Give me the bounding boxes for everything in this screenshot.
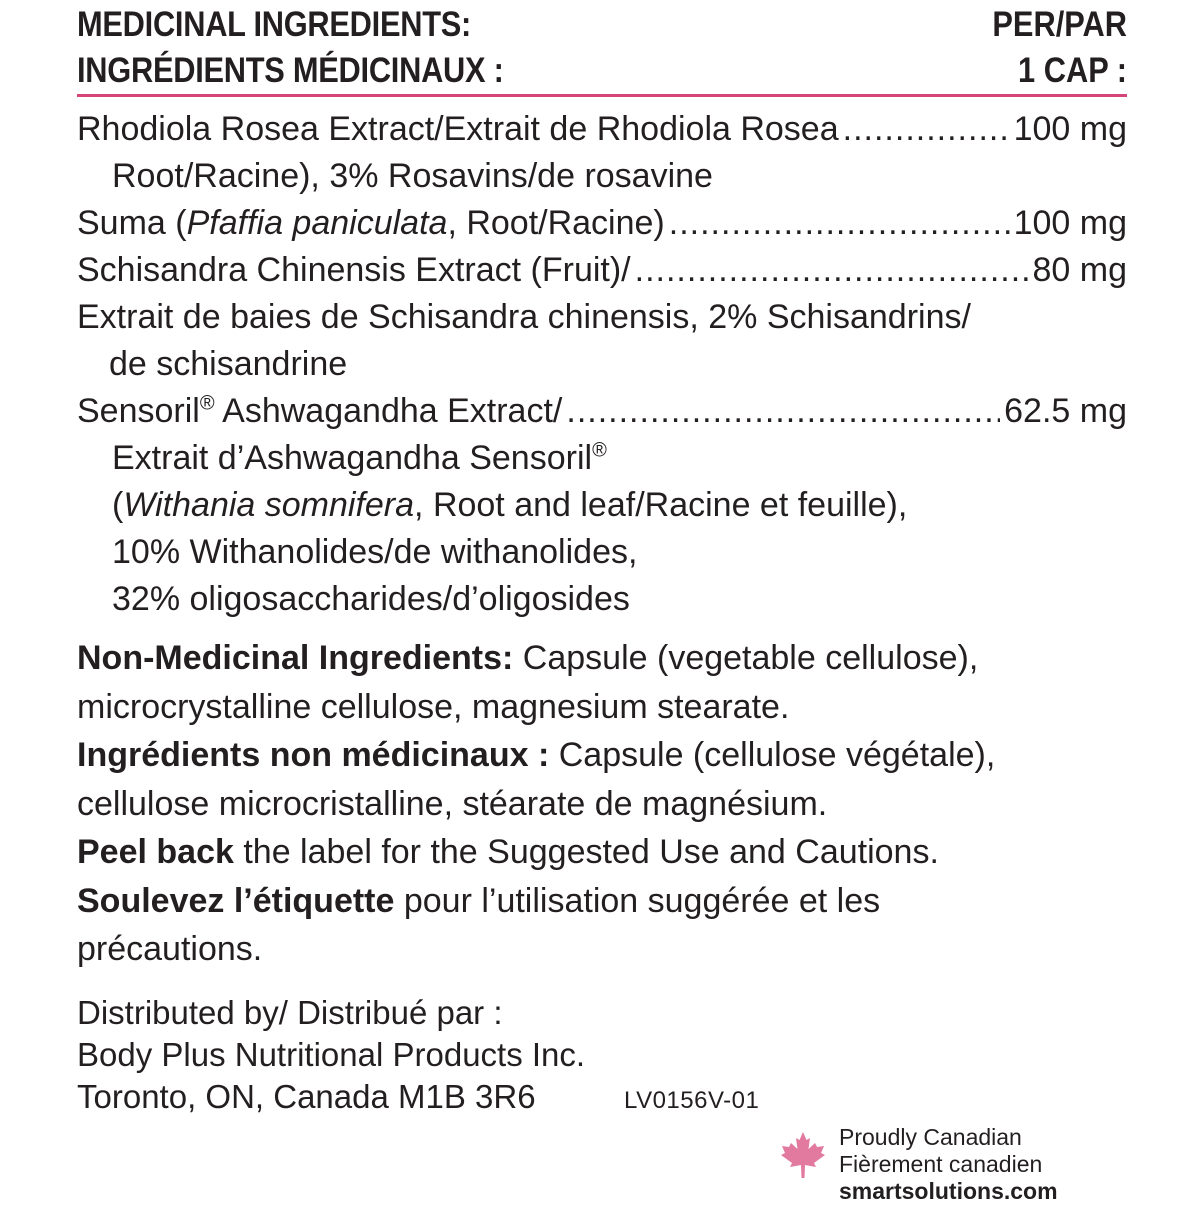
peel-back-en	[77, 828, 1127, 877]
ingredient-detail-text: , Root and leaf/Racine et feuille),	[414, 486, 908, 524]
ingredient-detail	[77, 482, 1127, 529]
non-medicinal-en-cont: microcrystalline cellulose, magnesium stearate.	[77, 687, 790, 726]
lot-code: LV0156V-01	[624, 1087, 760, 1114]
badge-line-en: Proudly Canadian	[839, 1124, 1022, 1150]
peel-back-en-text: the label for the Suggested Use and Cautions.	[233, 833, 939, 871]
non-medicinal-fr	[77, 731, 1127, 780]
badge-line-fr: Fièrement canadien	[839, 1151, 1043, 1177]
ingredient-detail-text: Extrait d’Ashwagandha Sensoril	[112, 439, 593, 477]
peel-back-fr-label: Soulevez l’étiquette	[77, 881, 395, 920]
per-cap-heading	[992, 2, 1127, 94]
ingredient-detail: 32% oligosaccharides/d’oligosides	[112, 580, 630, 618]
header-divider	[77, 94, 1127, 97]
dot-leader	[843, 106, 1010, 153]
non-medicinal-en	[77, 634, 1127, 683]
badge-text	[839, 1124, 1058, 1205]
ingredient-detail: de schisandrine	[109, 345, 348, 383]
per-cap-line2: 1 CAP :	[1018, 51, 1127, 90]
ingredient-name-suffix: Ashwagandha Extract/	[214, 392, 563, 430]
dot-leader	[669, 200, 1010, 247]
ingredient-row-suma	[77, 200, 1127, 247]
maple-leaf-icon	[778, 1130, 828, 1180]
ingredient-name	[77, 388, 562, 435]
medicinal-heading-en: MEDICINAL INGREDIENTS:	[77, 5, 472, 44]
dot-leader	[635, 247, 1029, 294]
ingredient-detail: Extrait de baies de Schisandra chinensis, 2% Schisandrins/	[77, 298, 971, 336]
registered-mark: ®	[199, 392, 215, 415]
non-medicinal-fr-cont: cellulose microcristalline, stéarate de magnésium.	[77, 784, 828, 823]
peel-back-fr-cont: précautions.	[77, 930, 263, 968]
non-medicinal-fr-text: Capsule (cellulose végétale),	[549, 736, 996, 774]
registered-mark: ®	[592, 439, 607, 462]
ingredient-name	[77, 200, 665, 247]
per-cap-line1: PER/PAR	[992, 5, 1127, 44]
distributor-line: Distributed by/ Distribué par :	[77, 993, 503, 1031]
medicinal-header	[77, 0, 1127, 96]
ingredient-latin-name: Pfaffia paniculata	[186, 204, 448, 242]
distributor-name: Body Plus Nutritional Products Inc.	[77, 1035, 586, 1073]
ingredient-name: Schisandra Chinensis Extract (Fruit)/	[77, 251, 631, 289]
ingredient-detail: Root/Racine), 3% Rosavins/de rosavine	[112, 157, 713, 195]
dot-leader	[566, 388, 1000, 435]
label-panel	[77, 0, 1127, 1118]
medicinal-heading-fr: INGRÉDIENTS MÉDICINAUX :	[77, 51, 504, 90]
ingredient-amount: 100 mg	[1013, 110, 1127, 148]
medicinal-heading	[77, 2, 504, 94]
ingredient-amount: 80 mg	[1032, 251, 1127, 289]
non-medicinal-en-text: Capsule (vegetable cellulose),	[513, 639, 979, 677]
ingredient-name: Rhodiola Rosea Extract/Extrait de Rhodiola Rosea	[77, 110, 839, 148]
ingredient-detail: 10% Withanolides/de withanolides,	[112, 533, 638, 571]
ingredient-name-prefix: Sensoril	[77, 392, 200, 430]
ingredient-row-rhodiola	[77, 106, 1127, 153]
ingredient-name-suffix: , Root/Racine)	[447, 204, 665, 242]
ingredient-row-schisandra	[77, 247, 1127, 294]
ingredient-detail	[77, 435, 1127, 482]
distributor-address: Toronto, ON, Canada M1B 3R6	[77, 1077, 536, 1115]
website-url: smartsolutions.com	[839, 1178, 1058, 1204]
peel-back-en-label: Peel back	[77, 833, 234, 871]
ingredient-row-ashwagandha	[77, 388, 1127, 435]
proudly-canadian-badge	[778, 1124, 1078, 1204]
peel-back-fr-text: pour l’utilisation suggérée et les	[394, 881, 881, 920]
peel-back-fr	[77, 877, 1127, 926]
ingredient-name-prefix: Suma (	[77, 204, 187, 242]
ingredient-amount: 62.5 mg	[1004, 392, 1127, 430]
ingredient-latin-name: Withania somnifera	[123, 486, 415, 524]
non-medicinal-section	[77, 634, 1127, 974]
non-medicinal-fr-label: Ingrédients non médicinaux :	[77, 736, 550, 774]
distributor-block	[77, 992, 1127, 1118]
medicinal-ingredients-list	[77, 106, 1127, 623]
ingredient-detail-paren: (	[112, 486, 124, 524]
non-medicinal-en-label: Non-Medicinal Ingredients:	[77, 639, 514, 677]
ingredient-amount: 100 mg	[1013, 204, 1127, 242]
